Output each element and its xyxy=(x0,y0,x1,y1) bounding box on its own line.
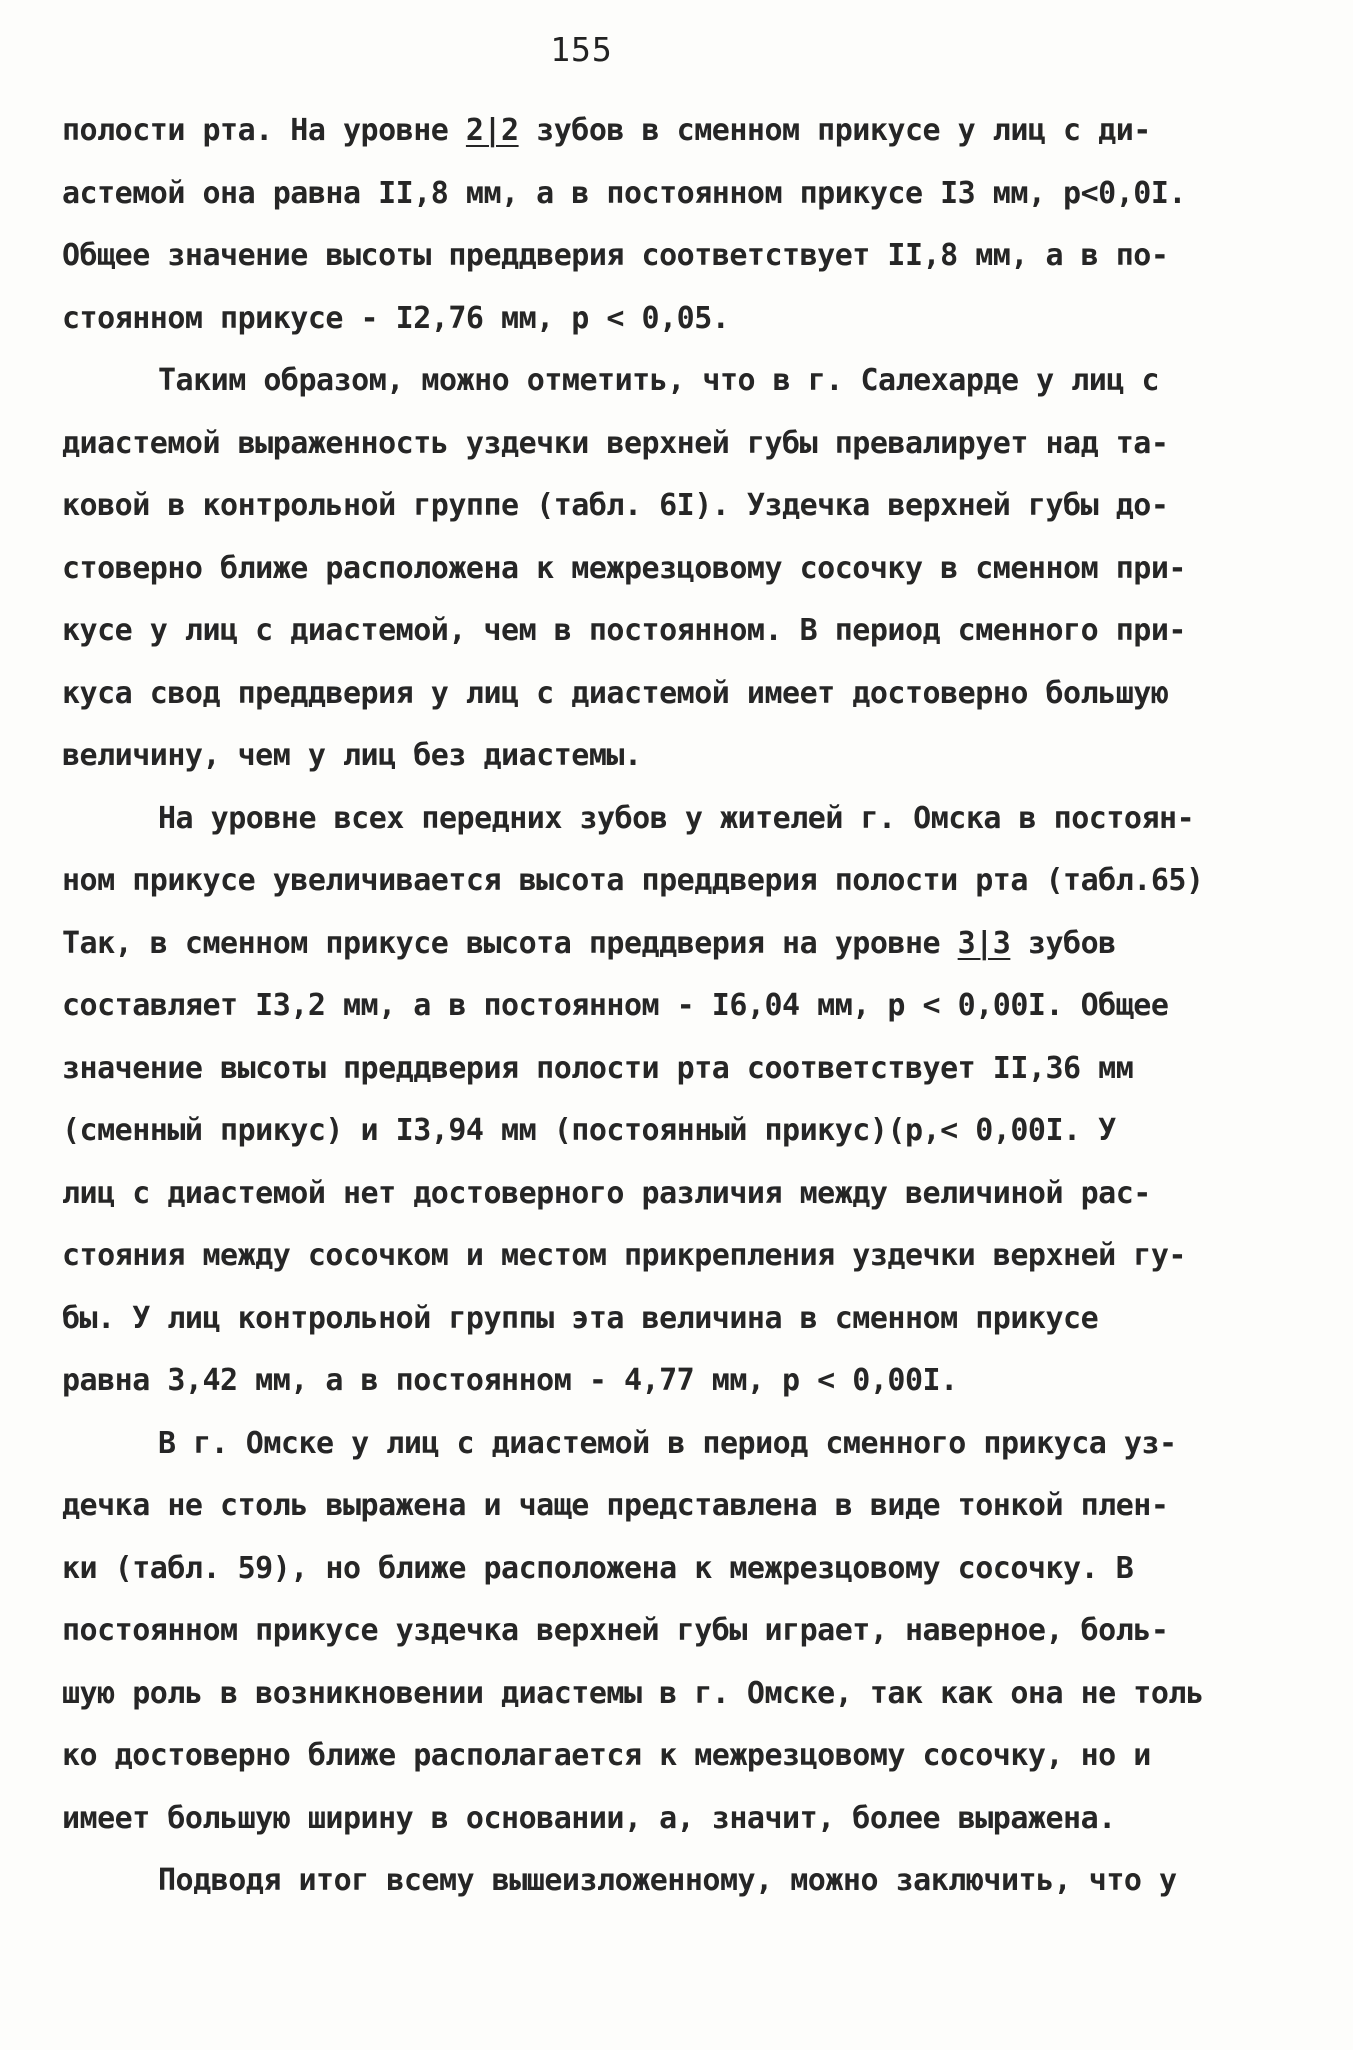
text-segment: На уровне всех передних зубов у жителей г. Омска в постоян- xyxy=(158,800,1195,836)
text-line xyxy=(62,163,1312,226)
text-segment: равна 3,42 мм, а в постоянном - 4,77 мм, р < 0,00I. xyxy=(62,1363,958,1398)
text-line xyxy=(62,1538,1312,1601)
text-line xyxy=(62,1850,1312,1913)
text-line xyxy=(62,350,1312,413)
text-segment: зубов xyxy=(1010,925,1116,961)
text-line xyxy=(62,1663,1312,1726)
text-segment: стоверно ближе расположена к межрезцовому сосочку в сменном при- xyxy=(62,550,1186,586)
text-line xyxy=(62,1163,1312,1226)
text-segment: диастемой выраженность уздечки верхней губы превалирует над та- xyxy=(62,425,1169,461)
text-line xyxy=(62,1600,1312,1663)
text-line xyxy=(62,1038,1312,1101)
text-line xyxy=(62,663,1312,726)
text-line xyxy=(62,725,1312,788)
text-segment: ко достоверно ближе располагается к межрезцовому сосочку, но и xyxy=(62,1738,1151,1773)
page-number: 155 xyxy=(550,30,613,69)
text-segment: составляет I3,2 мм, а в постоянном - I6,04 мм, р < 0,00I. Общее xyxy=(62,988,1169,1023)
text-line xyxy=(62,225,1312,288)
text-segment: астемой она равна II,8 мм, а в постоянном прикусе I3 мм, р<0,0I. xyxy=(62,175,1186,211)
text-segment: постоянном прикусе уздечка верхней губы играет, наверное, боль- xyxy=(62,1613,1169,1648)
text-segment: стояния между сосочком и местом прикрепления уздечки верхней гу- xyxy=(62,1238,1186,1273)
text-line xyxy=(62,1413,1312,1476)
text-segment: (сменный прикус) и I3,94 мм (постоянный прикус)(р,< 0,00I. У xyxy=(62,1113,1116,1148)
text-line xyxy=(62,788,1312,851)
text-line xyxy=(62,538,1312,601)
text-line xyxy=(62,1350,1312,1413)
text-segment: куса свод преддверия у лиц с диастемой имеет достоверно большую xyxy=(62,675,1169,711)
text-line xyxy=(62,413,1312,476)
text-segment: Таким образом, можно отметить, что в г. Салехарде у лиц с xyxy=(158,363,1160,398)
text-line xyxy=(62,850,1312,913)
text-segment: дечка не столь выражена и чаще представлена в виде тонкой плен- xyxy=(62,1488,1169,1523)
text-line xyxy=(62,1100,1312,1163)
text-line xyxy=(62,288,1312,351)
body-text xyxy=(62,100,1312,1913)
text-segment: величину, чем у лиц без диастемы. xyxy=(62,738,642,773)
text-line xyxy=(62,975,1312,1038)
text-segment: имеет большую ширину в основании, а, значит, более выражена. xyxy=(62,1800,1116,1836)
tooth-formula: 2|2 xyxy=(465,113,519,148)
text-segment: шую роль в возникновении диастемы в г. Омске, так как она не толь xyxy=(62,1675,1204,1711)
text-line xyxy=(62,1725,1312,1788)
text-segment: кусе у лиц с диастемой, чем в постоянном. В период сменного при- xyxy=(62,613,1186,648)
text-segment: полости рта. На уровне xyxy=(62,113,466,148)
text-segment: В г. Омске у лиц с диастемой в период сменного прикуса уз- xyxy=(158,1425,1177,1461)
text-segment: значение высоты преддверия полости рта соответствует II,36 мм xyxy=(62,1050,1134,1086)
text-segment: Подводя итог всему вышеизложенному, можно заключить, что у xyxy=(158,1863,1177,1898)
text-line xyxy=(62,475,1312,538)
text-segment: ковой в контрольной группе (табл. 6I). Уздечка верхней губы до- xyxy=(62,488,1169,523)
text-segment: бы. У лиц контрольной группы эта величина в сменном прикусе xyxy=(62,1300,1099,1336)
text-segment: стоянном прикусе - I2,76 мм, р < 0,05. xyxy=(62,300,730,336)
text-line xyxy=(62,913,1312,976)
text-line xyxy=(62,1225,1312,1288)
text-segment: зубов в сменном прикусе у лиц с ди- xyxy=(518,113,1151,148)
text-segment: ки (табл. 59), но ближе расположена к межрезцовому сосочку. В xyxy=(62,1550,1134,1586)
text-line xyxy=(62,600,1312,663)
text-segment: Так, в сменном прикусе высота преддверия на уровне xyxy=(62,925,958,961)
text-segment: Общее значение высоты преддверия соответствует II,8 мм, а в по- xyxy=(62,238,1169,273)
text-segment: лиц с диастемой нет достоверного различия между величиной рас- xyxy=(62,1175,1151,1211)
text-line xyxy=(62,1288,1312,1351)
text-line xyxy=(62,1788,1312,1851)
text-line xyxy=(62,1475,1312,1538)
text-segment: ном прикусе увеличивается высота преддверия полости рта (табл.65) xyxy=(62,863,1204,898)
text-line xyxy=(62,100,1312,163)
tooth-formula: 3|3 xyxy=(957,925,1011,961)
